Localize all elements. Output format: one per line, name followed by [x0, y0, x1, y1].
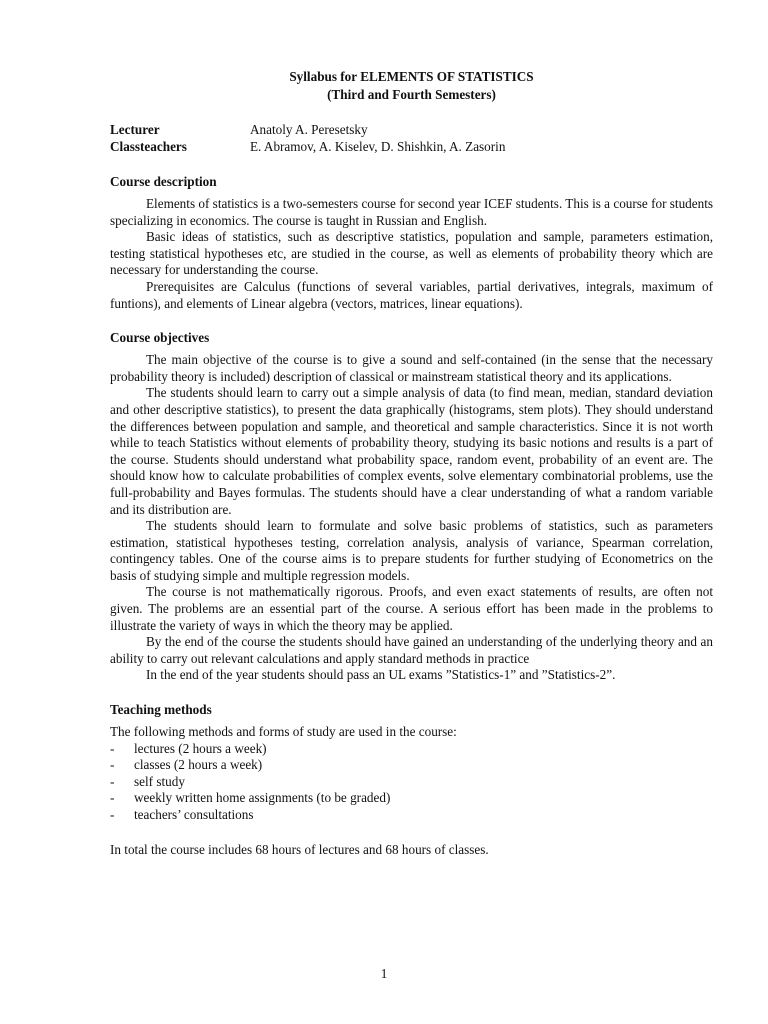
teaching-methods-heading: Teaching methods: [110, 702, 212, 718]
list-item: [110, 790, 713, 807]
staff-block: [110, 121, 713, 155]
page-number: 1: [380, 966, 388, 981]
classteachers-row: [110, 138, 713, 155]
teaching-methods-intro: The following methods and forms of study are used in the course:: [110, 724, 457, 740]
lecturer-row: [110, 121, 713, 138]
list-bullet: -: [110, 807, 115, 822]
list-bullet: -: [110, 757, 115, 773]
course-objectives-paragraph: In the end of the year students should pass an UL exams ”Statistics-1” and ”Statistics-2”.: [146, 667, 616, 683]
list-item: [110, 741, 713, 758]
course-description-paragraph: Basic ideas of statistics, such as descriptive statistics, population and sample, parameters estimation, testing statistical hypotheses etc, are studied in the course, as well as elements of probability theory which are necessary for understanding the course.: [110, 229, 713, 278]
course-description-heading: Course description: [110, 174, 217, 189]
list-item-text: classes (2 hours a week): [134, 757, 263, 773]
list-item-text: self study: [134, 773, 185, 789]
course-objectives-paragraph: The students should learn to carry out a simple analysis of data (to find mean, median, standard deviation and other descriptive statistics), to present the data graphically (histograms, stem plots). They should understand the differences between population and sample, and theoretical and sample characteristics. Since it is not worth while to teach Statistics without elements of probability theory, studying its basic notions and results is a part of the course. Students should understand what probability space, random event, probability of an event are. The should know how to calculate probabilities of complex events, solve elementary combinatorial problems, use the full-probability and Bayes formulas. The students should have a clear understanding of what a random variable and its distribution are.: [110, 385, 713, 517]
course-objectives-paragraph: The main objective of the course is to give a sound and self-contained (in the sense that the necessary probability theory is included) description of classical or mainstream statistical theory and its applications.: [110, 352, 713, 384]
list-item-text: lectures (2 hours a week): [134, 740, 267, 756]
course-objectives-section: [110, 329, 713, 684]
title-block: [110, 68, 713, 104]
teaching-methods-list: [110, 741, 713, 824]
course-objectives-paragraph: The students should learn to formulate and solve basic problems of statistics, such as parameters estimation, statistical hypotheses testing, correlation analysis, analysis of variance, Spearman correlation, contingency tables. One of the course aims is to prepare students for further studying of Econometrics on the basis of studying simple and multiple regression models.: [110, 518, 713, 583]
course-description-section: [110, 173, 713, 312]
classteachers-value: E. Abramov, A. Kiselev, D. Shishkin, A. Zasorin: [250, 139, 506, 154]
lecturer-value: Anatoly A. Peresetsky: [250, 122, 368, 137]
list-item: [110, 774, 713, 791]
document-title: Syllabus for ELEMENTS OF STATISTICS: [289, 69, 534, 84]
list-item: [110, 807, 713, 824]
list-bullet: -: [110, 790, 115, 806]
course-objectives-heading: Course objectives: [110, 330, 210, 346]
course-objectives-paragraph: The course is not mathematically rigorous. Proofs, and even exact statements of results, are often not given. The problems are an essential part of the course. A serious effort has been made in the problems to illustrate the variety of ways in which the theory may be applied.: [110, 584, 713, 633]
list-item-text: weekly written home assignments (to be graded): [134, 790, 391, 806]
lecturer-label: Lecturer: [110, 122, 160, 137]
course-description-paragraph: Prerequisites are Calculus (functions of several variables, partial derivatives, integrals, maximum of funtions), and elements of Linear algebra (vectors, matrices, linear equations).: [110, 278, 713, 311]
course-description-paragraph: Elements of statistics is a two-semesters course for second year ICEF students. This is a course for students specializing in economics. The course is taught in Russian and English.: [110, 196, 713, 228]
teaching-hours-summary: In total the course includes 68 hours of lectures and 68 hours of classes.: [110, 841, 489, 857]
list-item: [110, 757, 713, 774]
classteachers-label: Classteachers: [110, 139, 187, 154]
list-bullet: -: [110, 773, 115, 789]
list-bullet: -: [110, 740, 115, 756]
course-objectives-paragraph: By the end of the course the students should have gained an understanding of the underlying theory and an ability to carry out relevant calculations and apply standard methods in practice: [110, 634, 713, 666]
list-item-text: teachers’ consultations: [134, 807, 254, 822]
document-subtitle: (Third and Fourth Semesters): [327, 87, 496, 102]
teaching-methods-section: [110, 701, 713, 858]
